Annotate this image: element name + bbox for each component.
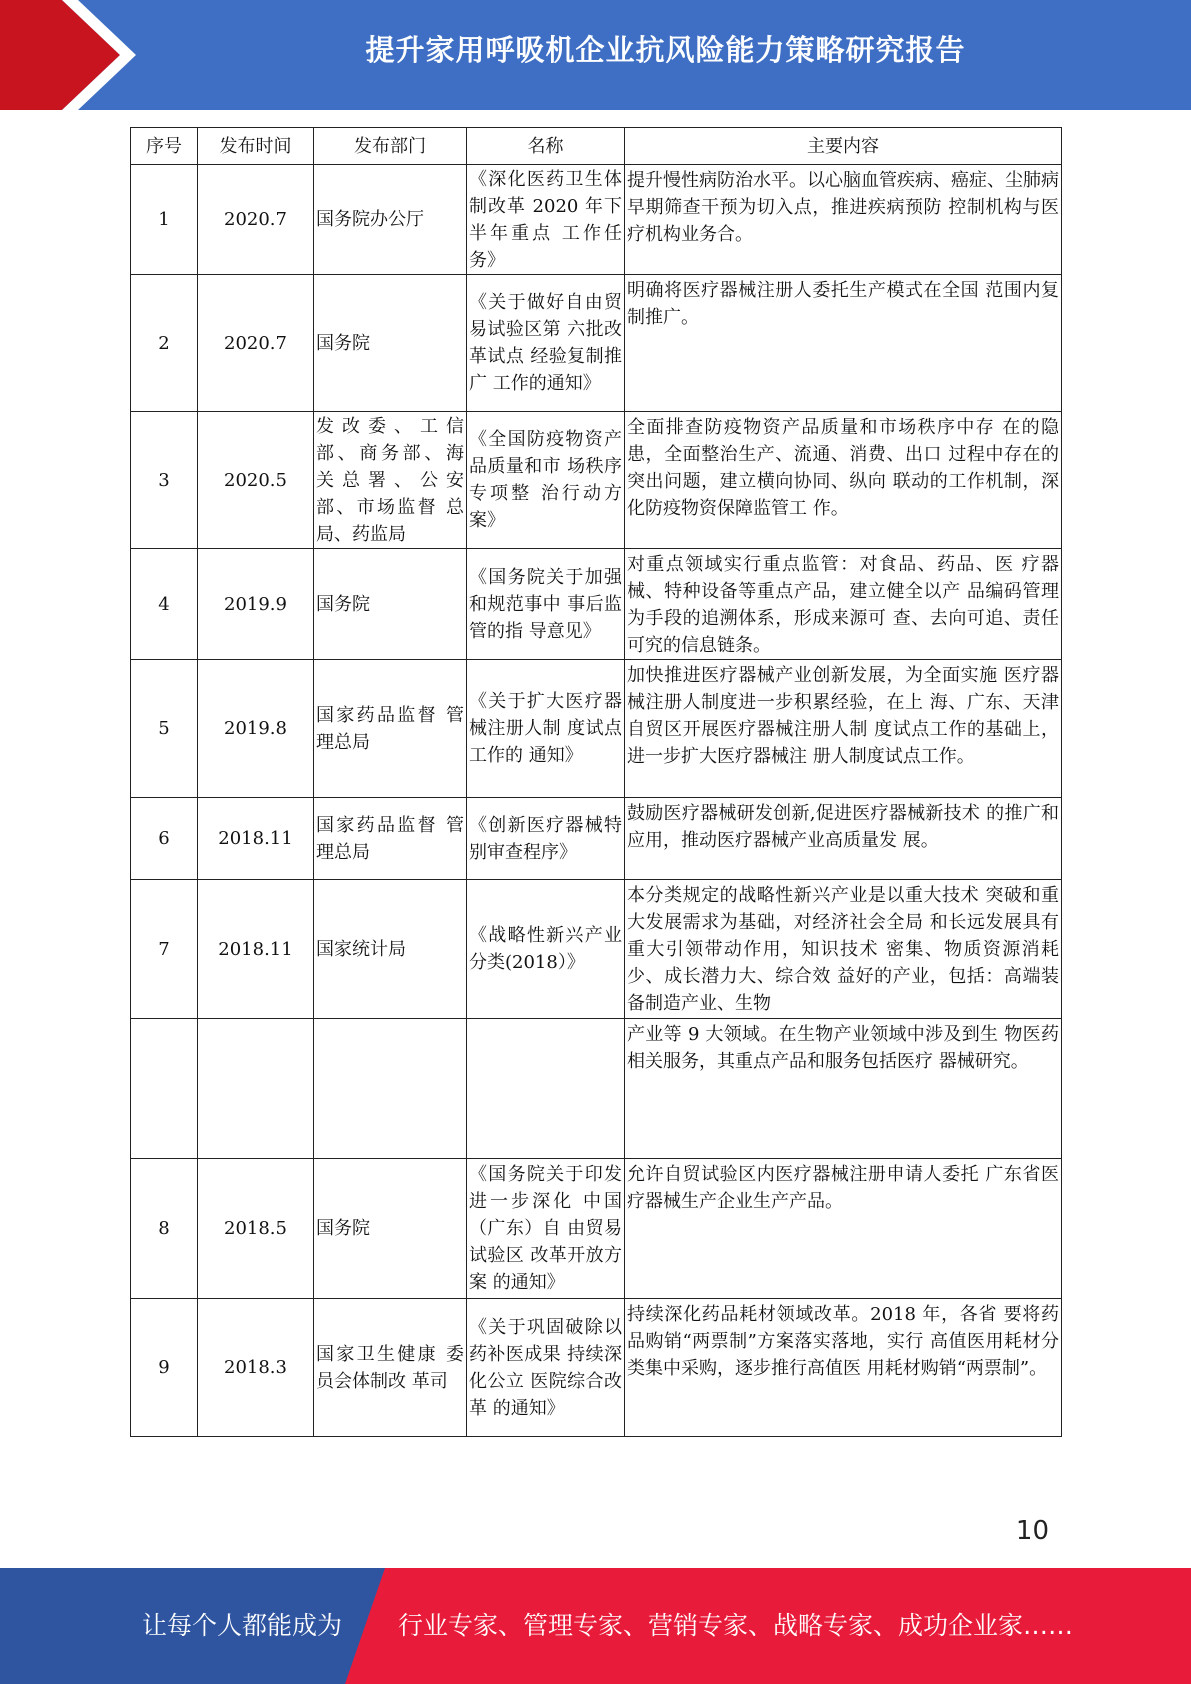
table-row bbox=[131, 165, 1062, 275]
cell-seq: 5 bbox=[131, 660, 198, 798]
cell-content: 对重点领域实行重点监管：对食品、药品、医 疗器械、特种设备等重点产品，建立健全以产 品编码管理为手段的追溯体系，形成来源可 查、去向可追、责任可究的信息链条。 bbox=[625, 549, 1062, 660]
report-title: 提升家用呼吸机企业抗风险能力策略研究报告 bbox=[365, 33, 966, 67]
cell-content: 鼓励医疗器械研发创新,促进医疗器械新技术 的推广和应用，推动医疗器械产业高质量发 展。 bbox=[625, 798, 1062, 880]
cell-seq: 3 bbox=[131, 412, 198, 549]
cell-name: 《全国防疫物资产品质量和市 场秩序专项整 治行动方案》 bbox=[467, 412, 625, 549]
cell-content: 明确将医疗器械注册人委托生产模式在全国 范围内复制推广。 bbox=[625, 275, 1062, 412]
cell-seq: 8 bbox=[131, 1159, 198, 1299]
cell-dept: 国务院办公厅 bbox=[314, 165, 467, 275]
cell-content: 加快推进医疗器械产业创新发展，为全面实施 医疗器械注册人制度进一步积累经验，在上 海、广东、天津自贸区开展医疗器械注册人制 度试点工作的基础上，进一步扩大医疗器械注 册人制度试点工作。 bbox=[625, 660, 1062, 798]
table-row bbox=[131, 880, 1062, 1019]
cell-date: 2018.11 bbox=[198, 798, 314, 880]
footer-slogan-right: 行业专家、管理专家、营销专家、战略专家、成功企业家…… bbox=[398, 1611, 1074, 1640]
cell-content: 持续深化药品耗材领域改革。2018 年，各省 要将药品购销“两票制”方案落实落地，实行 高值医用耗材分类集中采购，逐步推行高值医 用耗材购销“两票制”。 bbox=[625, 1299, 1062, 1437]
table-row bbox=[131, 1159, 1062, 1299]
cell-name: 《关于巩固破除以药补医成果 持续深化公立 医院综合改革 的通知》 bbox=[467, 1299, 625, 1437]
table-row bbox=[131, 660, 1062, 798]
table-row-continued bbox=[131, 1019, 1062, 1159]
cell-date: 2020.7 bbox=[198, 275, 314, 412]
cell-dept: 国家卫生健康 委员会体制改 革司 bbox=[314, 1299, 467, 1437]
cell-date: 2019.9 bbox=[198, 549, 314, 660]
cell-content: 允许自贸试验区内医疗器械注册申请人委托 广东省医疗器械生产企业生产产品。 bbox=[625, 1159, 1062, 1299]
cell-name-text: 《国务院关于印发进一步深化 中国（广东）自 由贸易试验区 改革开放方案 的通知》 bbox=[469, 1164, 622, 1293]
cell-seq: 2 bbox=[131, 275, 198, 412]
cell-seq: 7 bbox=[131, 880, 198, 1019]
header-arrow-decoration bbox=[0, 0, 150, 110]
col-header-dept: 发布部门 bbox=[314, 128, 467, 165]
policy-table bbox=[130, 127, 1062, 1437]
cell-seq bbox=[131, 1019, 198, 1159]
cell-dept: 发改委、工信 部、商务部、海 关总署、公安 部、市场监督 总局、药监局 bbox=[314, 412, 467, 549]
footer-slogan-left: 让每个人都能成为 bbox=[142, 1611, 343, 1640]
cell-dept: 国务院 bbox=[314, 549, 467, 660]
table-row bbox=[131, 549, 1062, 660]
cell-name: 《关于做好自由贸易试验区第 六批改革试点 经验复制推广 工作的通知》 bbox=[467, 275, 625, 412]
cell-dept: 国家统计局 bbox=[314, 880, 467, 1019]
cell-dept: 国务院 bbox=[314, 275, 467, 412]
cell-name: 《战略性新兴产业分类(2018）》 bbox=[467, 880, 625, 1019]
cell-dept: 国家药品监督 管理总局 bbox=[314, 660, 467, 798]
cell-name: 《深化医药卫生体制改革 2020 年下半年重点 工作任务》 bbox=[467, 165, 625, 275]
cell-content: 本分类规定的战略性新兴产业是以重大技术 突破和重大发展需求为基础，对经济社会全局 和长远发展具有重大引领带动作用，知识技术 密集、物质资源消耗少、成长潜力大、综合效 益好的产业，包括：高端装备制造产业、生物 bbox=[625, 880, 1062, 1019]
cell-content: 提升慢性病防治水平。以心脑血管疾病、癌症、尘肺病早期筛查干预为切入点，推进疾病预防 控制机构与医疗机构业务合。 bbox=[625, 165, 1062, 275]
table-row bbox=[131, 1299, 1062, 1437]
cell-seq: 4 bbox=[131, 549, 198, 660]
cell-content: 全面排查防疫物资产品质量和市场秩序中存 在的隐患，全面整治生产、流通、消费、出口 过程中存在的突出问题，建立横向协同、纵向 联动的工作机制，深化防疫物资保障监管工 作。 bbox=[625, 412, 1062, 549]
cell-date bbox=[198, 1019, 314, 1159]
col-header-seq: 序号 bbox=[131, 128, 198, 165]
cell-name: 《关于扩大医疗器械注册人制 度试点工作的 通知》 bbox=[467, 660, 625, 798]
cell-seq: 1 bbox=[131, 165, 198, 275]
table-row bbox=[131, 412, 1062, 549]
col-header-content: 主要内容 bbox=[625, 128, 1062, 165]
cell-date: 2020.5 bbox=[198, 412, 314, 549]
table-header-row bbox=[131, 128, 1062, 165]
cell-date: 2018.3 bbox=[198, 1299, 314, 1437]
cell-date: 2020.7 bbox=[198, 165, 314, 275]
cell-dept: 国家药品监督 管理总局 bbox=[314, 798, 467, 880]
cell-name bbox=[467, 1159, 625, 1299]
table-row bbox=[131, 275, 1062, 412]
cell-seq: 6 bbox=[131, 798, 198, 880]
col-header-name: 名称 bbox=[467, 128, 625, 165]
cell-dept: 国务院 bbox=[314, 1159, 467, 1299]
cell-date: 2018.11 bbox=[198, 880, 314, 1019]
cell-date: 2018.5 bbox=[198, 1159, 314, 1299]
page-number: 10 bbox=[1015, 1516, 1049, 1546]
col-header-date: 发布时间 bbox=[198, 128, 314, 165]
cell-name bbox=[467, 1019, 625, 1159]
header-banner bbox=[0, 0, 1191, 110]
cell-name: 《国务院关于加强和规范事中 事后监管的指 导意见》 bbox=[467, 549, 625, 660]
table-row bbox=[131, 798, 1062, 880]
cell-name: 《创新医疗器械特别审查程序》 bbox=[467, 798, 625, 880]
cell-seq: 9 bbox=[131, 1299, 198, 1437]
footer-banner bbox=[0, 1568, 1191, 1684]
cell-content: 产业等 9 大领域。在生物产业领域中涉及到生 物医药相关服务，其重点产品和服务包括医疗 器械研究。 bbox=[625, 1019, 1062, 1159]
cell-dept bbox=[314, 1019, 467, 1159]
cell-date: 2019.8 bbox=[198, 660, 314, 798]
